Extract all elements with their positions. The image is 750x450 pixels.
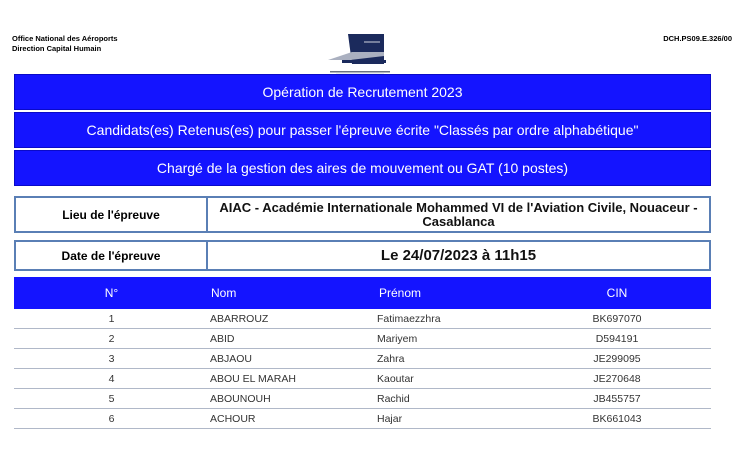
column-header-prenom: Prénom	[379, 286, 422, 300]
cell-prenom: Mariyem	[377, 332, 418, 345]
cell-cin: BK697070	[592, 312, 642, 325]
table-row	[14, 409, 711, 429]
operation-banner: Opération de Recrutement 2023	[14, 74, 711, 110]
cell-number: 3	[108, 352, 115, 365]
exam-date-label: Date de l'épreuve	[16, 242, 208, 269]
column-header-cin: CIN	[606, 286, 628, 300]
cell-cin: JB455757	[593, 392, 641, 405]
table-row	[14, 369, 711, 389]
cell-nom: ABJAOU	[210, 352, 253, 365]
cell-prenom: Zahra	[377, 352, 405, 365]
cell-number: 4	[108, 372, 115, 385]
column-header-number: N°	[104, 286, 119, 300]
cell-nom: ABID	[210, 332, 235, 345]
cell-nom: ABOU EL MARAH	[210, 372, 296, 385]
cell-nom: ABOUNOUH	[210, 392, 271, 405]
cell-prenom: Fatimaezzhra	[377, 312, 441, 325]
table-row	[14, 349, 711, 369]
document-reference: DCH.PS09.E.326/00	[663, 34, 732, 43]
table-header-row	[14, 277, 711, 309]
candidates-banner: Candidats(es) Retenus(es) pour passer l'épreuve écrite "Classés par ordre alphabétique"	[14, 112, 711, 148]
cell-prenom: Kaoutar	[377, 372, 414, 385]
exam-date-row	[14, 240, 711, 271]
cell-cin: D594191	[595, 332, 639, 345]
cell-prenom: Rachid	[377, 392, 410, 405]
organization-line-1: Office National des Aéroports	[12, 34, 118, 43]
exam-date-value: Le 24/07/2023 à 11h15	[380, 247, 537, 264]
organization-name	[12, 34, 118, 54]
column-header-nom: Nom	[211, 286, 237, 300]
cell-number: 1	[108, 312, 115, 325]
exam-location-label: Lieu de l'épreuve	[16, 198, 208, 231]
cell-number: 6	[108, 412, 115, 425]
organization-line-2: Direction Capital Humain	[12, 44, 102, 53]
exam-location-value: AIAC - Académie Internationale Mohammed VI de l'Aviation Civile, Nouaceur - Casablanca	[219, 199, 698, 229]
cell-cin: JE270648	[593, 372, 641, 385]
cell-cin: BK661043	[592, 412, 642, 425]
table-row	[14, 329, 711, 349]
exam-location-row	[14, 196, 711, 233]
cell-cin: JE299095	[593, 352, 641, 365]
cell-nom: ACHOUR	[210, 412, 256, 425]
table-row	[14, 389, 711, 409]
cell-number: 2	[108, 332, 115, 345]
table-row	[14, 309, 711, 329]
candidates-table	[14, 277, 711, 429]
cell-prenom: Hajar	[377, 412, 403, 425]
position-banner: Chargé de la gestion des aires de mouvement ou GAT (10 postes)	[14, 150, 711, 186]
cell-nom: ABARROUZ	[210, 312, 269, 325]
cell-number: 5	[108, 392, 115, 405]
